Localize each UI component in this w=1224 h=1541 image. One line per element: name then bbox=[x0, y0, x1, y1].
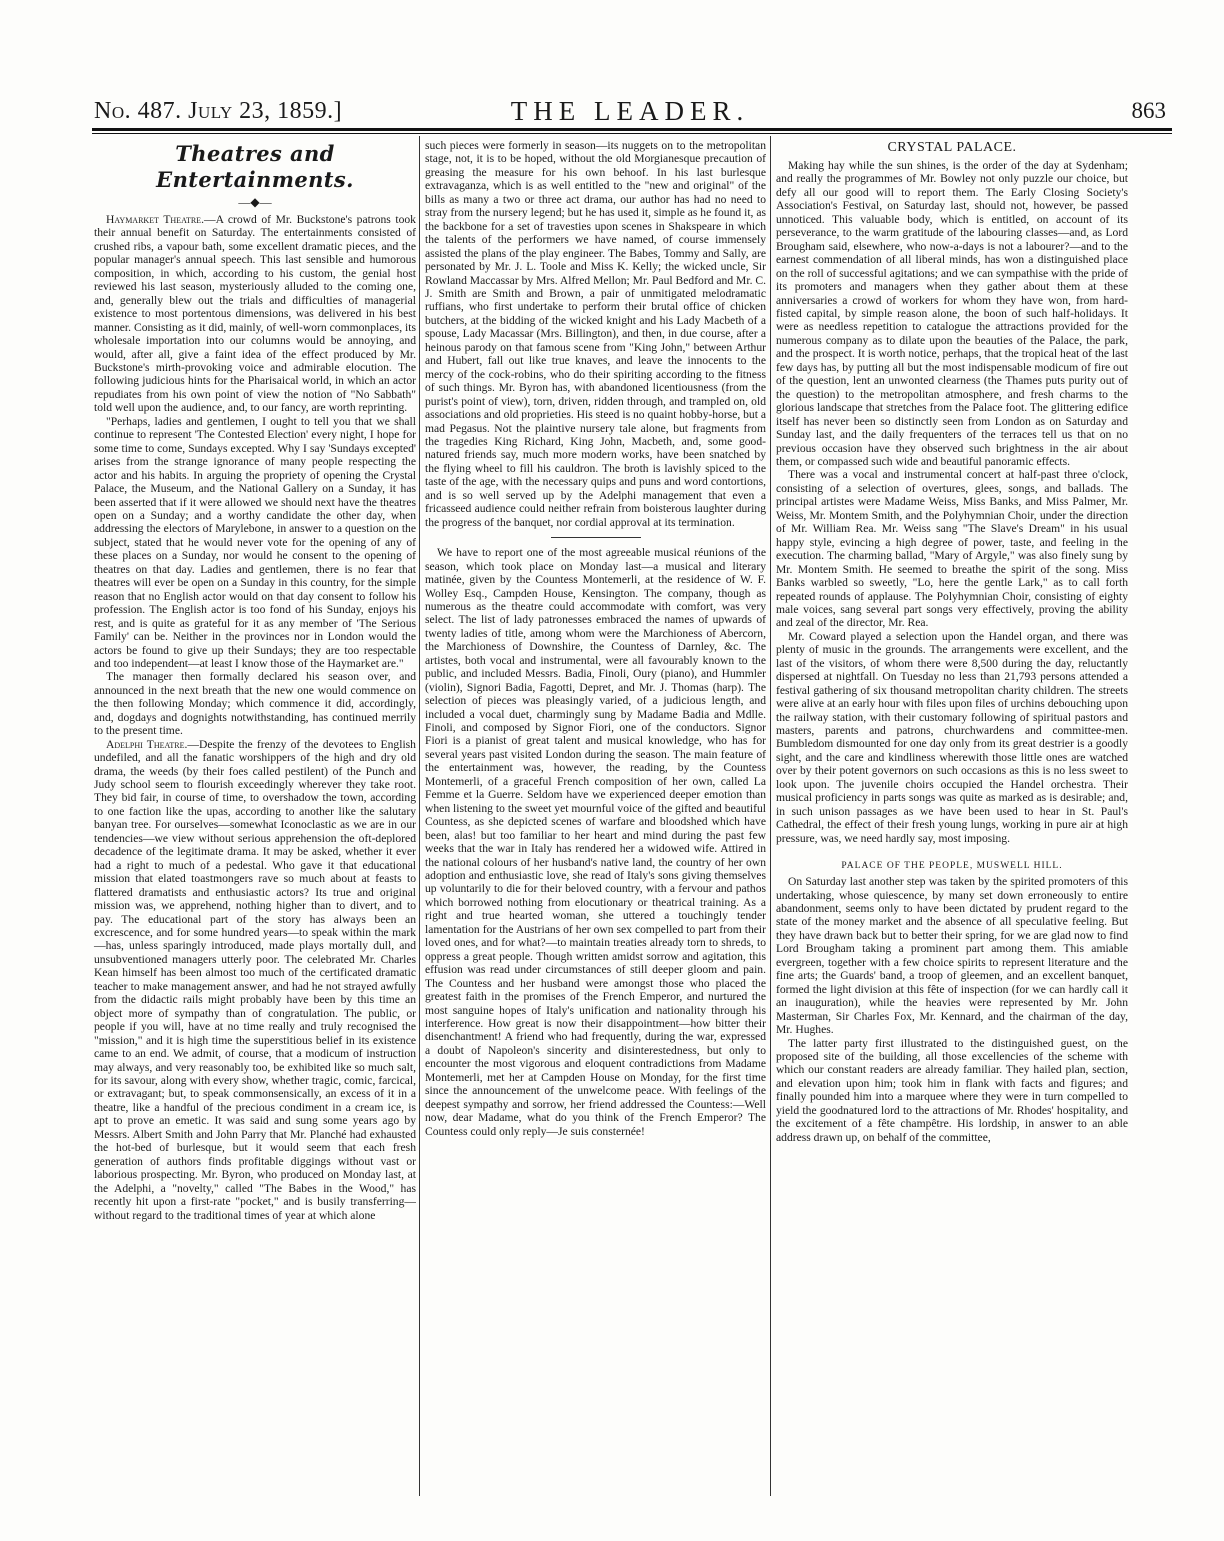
muswell-hill-heading: PALACE OF THE PEOPLE, MUSWELL HILL. bbox=[841, 861, 1063, 872]
section-divider bbox=[551, 537, 641, 538]
babes-paragraph: such pieces were formerly in season—its nuggets on to the metropolitan stage, not, it is to be hoped, without the old Morgianesque precaution of greasing the measure for his own behoof. In his last burlesque extravaganza, which is as well entitled to the "new and original" of the bills as many a two or three act drama, our author has had no need to stray from the nursery legend; but he has used it, simple as he found it, as the backbone for a set of travesties upon scenes in Shakspeare in which the talents of the performers we have named, of course immensely assisted the plans of the play engineer. The Babes, Tommy and Sally, are personated by Mr. J. L. Toole and Miss K. Kelly; the wicked uncle, Sir Rowland Maccassar by Mrs. Alfred Mellon; Mr. Paul Bedford and Mr. C. J. Smith are Smith and Brown, a pair of unmitigated melodramatic ruffians, who first undertake to perform their brutal office of chicken butchers, at the bidding of the wicked knight and his Lady Macbeth of a spouse, Lady Macassar (Mrs. Billington), and then, in due course, after a heinous parody on that famous scene from "King John," between Arthur and Hubert, fall out like true knaves, and leave the innocents to the mercy of the cock-robins, who do their spiriting according to the fitness of such things. Mr. Byron has, with abandoned licentiousness (from the purist's point of view), torn, driven, ridden through, and trampled on, old associations and old proprieties. His steed is no quaint hobby-horse, but a mad Pegasus. Not the plaintive nursery tale alone, but fragments from the tragedies King Richard, King John, Macbeth, and, some good-natured friends say, much more modern works, have been snatched by the flying wheel to fill his cauldron. The broth is lavishly spiced to the taste of the age, with the necessary quips and puns and word contortions, and is so well served up by the Adelphi management that even a fricasseed audience could neither refrain from boisterous laughter during the progress of the banquet, nor cordial approval at its termination. bbox=[425, 139, 767, 529]
column-divider-1 bbox=[419, 136, 420, 1496]
haymarket-lead: Haymarket Theatre. bbox=[106, 213, 204, 226]
section-title-theatres: Theatres and Entertainments. bbox=[156, 141, 354, 192]
muswell-hill-paragraph-1: On Saturday last another step was taken by the spirited promoters of this undertaking, whose quiescence, by many set down erroneously to entire abandonment, seems only to have been dictated by prudent regard to the state of the money market and the absence of all speculative feeling. But they have drawn back but to better their spring, for we are glad now to find Lord Brougham taking a prominent part among them. This amiable evergreen, together with a few choice spirits to represent literature and the fine arts; the Guards' band, a troop of gleemen, and an excellent banquet, formed the light division at this fête of inspection (for we can hardly call it an inauguration), while the heavies were represented by Mr. John Masterman, Sir Charles Fox, Mr. Kennard, and the chairman of the day, Mr. Hughes. bbox=[776, 875, 1128, 1037]
newspaper-title: THE LEADER. bbox=[510, 96, 750, 126]
masthead-rule-thick bbox=[92, 128, 1172, 131]
haymarket-text: —A crowd of Mr. Buckstone's patrons took their annual benefit on Saturday. The entertainments consisted of crushed ribs, a vapour bath, some excellent dramatic pieces, and the popular manager's annual speech. This last sensible and humorous composition, in which, according to his custom, the genial host reviewed his last season, mysteriously alluded to the coming one, and, generally blew out the trials and difficulties of managerial existence to most portentous dimensions, was delivered in his best manner. Consisting as it did, mainly, of well-worn commonplaces, its wholesale importation into our columns would be annoying, and would, after all, give a faint idea of the effect produced by Mr. Buckstone's mirth-provoking voice and admirable elocution. The following judicious hints for the Pharisaical world, in which an actor repudiates from his own point of view the notion of "No Sabbath" told well upon the audience, and, to our fancy, are worth reprinting. bbox=[94, 213, 416, 415]
adelphi-lead: Adelphi Theatre. bbox=[106, 737, 188, 751]
buckstone-speech-paragraph: "Perhaps, ladies and gentlemen, I ought to tell you that we shall continue to represent 'The Contested Election' every night, I hope for some time to come, Sundays excepted. Why I say 'Sundays excepted' arises from the strange ignorance of many people respecting the actor and his habits. In arguing the propriety of opening the Crystal Palace, the Museum, and the National Gallery on a Sunday, it has been asserted that if it were allowed we should next have the theatres open on a Sunday; and a worthy candidate the other day, when addressing the electors of Marylebone, in answer to a question on the subject, stated that he would never vote for the opening of any of these places on a Sunday, nor would he consent to the opening of theatres on that day. Ladies and gentlemen, there is no fear that theatres will ever be open on a Sunday in this country, for the simple reason that no English actor would on that day consent to follow his profession. The English actor is too fond of his Sunday, enjoys his rest, and is quite as grateful for it as any member of 'The Serious Family' can be. Neither in the provinces nor in London would the actors be found to give up their Sundays; they are too respectable and too independent—at least I know those of the Haymarket are." bbox=[94, 414, 416, 670]
column-right bbox=[776, 139, 1128, 1144]
masthead-rule-thin bbox=[92, 133, 1172, 134]
issue-date: No. 487. July 23, 1859.] bbox=[94, 98, 343, 124]
adelphi-text: —Despite the frenzy of the devotees to English undefiled, and all the fanatic worshippers of the high and dry old drama, the weeds (by their foes called pestilent) of the Punch and Judy school seem to flourish exceedingly wherever they take root. They bid fair, in course of time, to overshadow the town, according to one faction like the upas, according to another like the salutary banyan tree. For ourselves—somewhat Iconoclastic as we are in our tendencies—we view without serious apprehension the oft-deplored decadence of the legitimate drama. It may be asked, whether it ever had a right to much of a pedestal. Who gave it that educational mission that elated toastmongers rave so much about at feasts to flattered dramatists and enthusiastic actors? Its true and original mission was, we apprehend, nothing higher than to divert, and to pay. The educational part of the story has always been an excrescence, and for some hundred years—to speak within the mark—has, unless sparingly introduced, made plays mortally dull, and unsubventioned managers utterly poor. The celebrated Mr. Charles Kean himself has been almost too much of the certificated dramatic teacher to make management answer, and had he not strayed awfully from the didactic rails might probably have been by this time an object more of sympathy than of congratulation. The public, or people if you will, have at no time really and truly recognised the "mission," and it is high time the superstitious belief in its existence came to an end. We admit, of course, that a modicum of instruction may always, and very reasonably too, be exhibited like so much salt, for its savour, along with every show, whether tragic, comic, farcical, or extravagant; but, to speak commonsensically, an excess of it in a theatre, like a handful of the precious condiment in a cream ice, is apt to prove an emetic. It was said and sung some years ago by Messrs. Albert Smith and John Parry that Mr. Planché had exhausted the hot-bed of burlesque, but it would seem that each fresh generation of authors finds profitable diggings without vast or laborious prospecting. Mr. Byron, who produced on Monday last, at the Adelphi, a "novelty," called "The Babes in the Wood," has recently hit upon a first-rate "pocket," and is busily transferring—without regard to the traditional times of year at which alone bbox=[94, 737, 416, 1222]
page-number: 863 bbox=[1131, 98, 1166, 123]
ornament-divider: —◆— bbox=[238, 195, 272, 209]
masthead bbox=[90, 96, 1170, 130]
crystal-palace-paragraph-2: There was a vocal and instrumental concert at half-past three o'clock, consisting of a selection of overtures, glees, songs, and ballads. The principal artistes were Madame Weiss, Miss Banks, and Miss Palmer, Mr. Weiss, Mr. Montem Smith, and the Polyhymnian Choir, under the direction of Mr. William Rea. Mr. Weiss sang "The Slave's Dream" in his usual happy style, evincing a high degree of power, taste, and feeling in the execution. The charming ballad, "Mary of Argyle," was also finely sung by Mr. Montem Smith. He seemed to breathe the spirit of the song. Miss Banks warbled so sweetly, "Lo, here the gentle Lark," as to call forth repeated rounds of applause. The Polyhymnian Choir, consisting of eighty male voices, sang several part songs very effectively, proving the ability and zeal of the director, Mr. Rea. bbox=[776, 468, 1128, 630]
crystal-palace-paragraph-1: Making hay while the sun shines, is the order of the day at Sydenham; and really the programmes of Mr. Bowley not only puzzle our choice, but defy all our good will to report them. The Early Closing Society's Association's Festival, on Saturday last, should not, however, be passed unnoticed. This valuable body, which is entitled, on account of its perseverance, to the warm gratitude of the labouring classes—and, as Lord Brougham said, elsewhere, who now-a-days is not a labourer?—and to the earnest commendation of all liberal minds, has won a distinguished place on the roll of successful agitations; and we can sympathise with the pride of its promoters and managers when they gather about them at these anniversaries a crowd of workers for whom they have won, from hard-fisted capital, by simple reason alone, the boon of such half-holidays. It were as needless repetition to catalogue the attractions provided for the numerous company as to dilate upon the beauties of the Palace, the park, and the prospect. It is worth notice, perhaps, that the tropical heat of the last few days has, by putting all but the most indispensable modicum of fire out of the question, lent an unwonted clearness (the Thames puts purity out of the question) to the metropolitan atmosphere, and fresh charms to the glorious landscape that stretches from the Palace foot. The glittering edifice itself has never been so distinctly seen from London as on Saturday and Sunday last, and the daily frequenters of the terraces tell us that on no previous occasion have they observed such brightness in the air about them, or compassed such wide and beautiful panoramic effects. bbox=[776, 159, 1128, 468]
column-middle bbox=[425, 139, 766, 1138]
column-left bbox=[94, 139, 416, 1222]
muswell-hill-paragraph-2: The latter party first illustrated to the distinguished guest, on the proposed site of the building, all those excellencies of the scheme with which our constant readers are already familiar. They hailed plan, section, and elevation upon him; took him in flank with facts and figures; and finally pounded him into a marquee where they were in turn compelled to yield the goodnatured lord to the attractions of Mr. Rhodes' hospitality, and the excitement of a fête champêtre. His lordship, in answer to an able address drawn up, on behalf of the committee, bbox=[776, 1036, 1128, 1144]
column-divider-2 bbox=[770, 136, 771, 1496]
crystal-palace-heading: CRYSTAL PALACE. bbox=[887, 140, 1017, 155]
musical-reunion-paragraph: We have to report one of the most agreeable musical réunions of the season, which took place on Monday last—a musical and literary matinée, given by the Countess Montemerli, at the residence of W. F. Wolley Esq., Campden House, Kensington. The company, though as numerous as the theatre could accommodate with comfort, was very select. The list of lady patronesses embraced the names of upwards of twenty ladies of title, among whom were the Marchioness of Abercorn, the Marchioness of Downshire, the Countess of Darnley, &c. The artistes, both vocal and instrumental, were all favourably known to the public, and included Messrs. Badia, Finoli, Oury (piano), and Hummler (violin), Signori Badia, Fagotti, Depret, and Mr. J. Thomas (harp). The selection of pieces was pleasingly varied, of a judicious length, and included a vocal duet, charmingly sung by Madame Badia and Mdlle. Finoli, and composed by Signor Fiori, one of the conductors. Signor Fiori is a pianist of great talent and musical knowledge, who has for several years past visited London during the season. The main feature of the entertainment was, however, the reading, by the Countess Montemerli, of a graceful French composition of her own, called La Femme et la Guerre. Seldom have we experienced deeper emotion than when listening to the sweet yet mournful voice of the gifted and beautiful Countess, as she depicted scenes of warfare and bloodshed which have been, alas! but too familiar to her heart and mind during the past few weeks that the war in Italy has rendered her a widowed wife. Attired in the national colours of her husband's native land, the country of her own adoption and enthusiastic love, she read of Italy's sons giving themselves up voluntarily to die for their beloved country, with a fervour and pathos which borrowed nothing from elocutionary or theatrical training. As a right and true hearted woman, she uttered a touchingly tender lamentation for the Austrians of her own sex compelled to part from their loved ones, and for what?—to maintain treaties already torn to shreds, to oppress a great people. Though written amidst sorrow and agitation, this effusion was read under circumstances of still deeper gloom and pain. The Countess and her husband were amongst those who placed the greatest faith in the promises of the French Emperor, and nurtured the most sanguine hopes of Italy's unification and nationality through his interference. How great is now their disappointment—how bitter their disenchantment! A friend who had frequently, during the war, expressed a doubt of Napoleon's sincerity and disinterestedness, but only to encounter the most vigorous and eloquent contradictions from Madame Montemerli, met her at Campden House on Monday, for the first time since the announcement of the unwelcome peace. With feelings of the deepest sympathy and sorrow, her friend addressed the Countess:—Well now, dear Madame, what do you think of the French Emperor? The Countess could only reply—Je suis consternée! bbox=[425, 546, 766, 1138]
season-paragraph: The manager then formally declared his season over, and announced in the next breath that the new one would commence on the then following Monday; which commence it did, accordingly, and, dogdays and dognights notwithstanding, has continued merrily to the present time. bbox=[94, 670, 416, 738]
crystal-palace-paragraph-3: Mr. Coward played a selection upon the Handel organ, and there was plenty of music in the grounds. The arrangements were excellent, and the last of the visitors, of whom there were 8,500 during the day, reluctantly dispersed at nightfall. On Tuesday no less than 21,793 persons attended a festival gathering of six thousand metropolitan charity children. The streets were alive at an early hour with files upon files of urchins debouching upon the railway station, with their customary following of spiritual pastors and masters, parents and patrons, churchwardens and committee-men. Bumbledom dismounted for one day only from its great destrier is a goodly sight, and the care and kindliness wherewith those little ones are watched over by their potent governors on such occasions as this is no less sweet to look upon. The juvenile choirs occupied the Handel orchestra. Their musical proficiency in parts songs was quite as marked as is desirable; and, in such unison passages as we have been used to hear in St. Paul's Cathedral, the effect of their fresh young lungs, working in pure air at high pressure, was, we need hardly say, most imposing. bbox=[776, 629, 1128, 845]
adelphi-paragraph bbox=[94, 738, 416, 1222]
haymarket-paragraph bbox=[94, 213, 416, 415]
